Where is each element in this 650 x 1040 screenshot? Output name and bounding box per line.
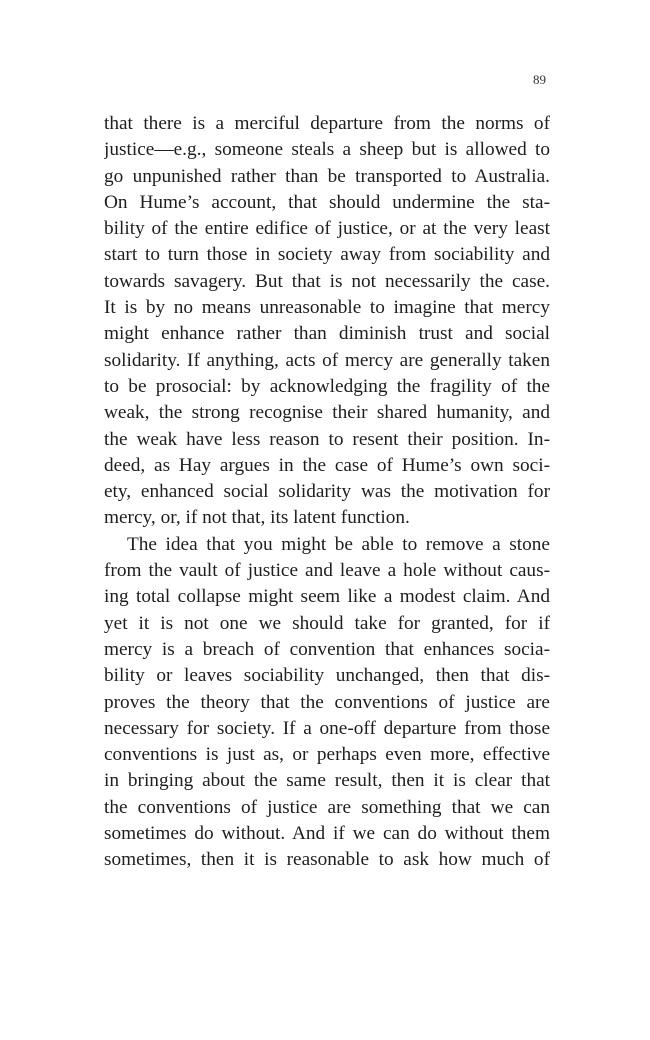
text-line: bility of the entire edifice of justice, or at the very least — [104, 218, 550, 240]
text-line: On Hume’s account, that should undermine the sta- — [104, 191, 550, 213]
text-line: deed, as Hay argues in the case of Hume’s own soci- — [104, 454, 550, 476]
text-line: proves the theory that the conventions of justice are — [104, 691, 550, 713]
body-text — [104, 111, 550, 874]
text-line: necessary for society. If a one-off departure from those — [104, 717, 550, 739]
text-line: weak, the strong recognise their shared humanity, and — [104, 402, 550, 424]
paragraph-start-line: The idea that you might be able to remove a stone — [127, 533, 550, 555]
text-line: might enhance rather than diminish trust and social — [104, 323, 550, 345]
text-line: start to turn those in society away from sociability and — [104, 244, 550, 266]
page-number: 89 — [533, 72, 546, 87]
text-line: ety, enhanced social solidarity was the motivation for — [104, 481, 550, 503]
text-line: the weak have less reason to resent their position. In- — [104, 428, 550, 450]
text-line: ing total collapse might seem like a modest claim. And — [104, 586, 550, 608]
text-line: the conventions of justice are something that we can — [104, 796, 550, 818]
text-line: from the vault of justice and leave a hole without caus- — [104, 560, 550, 582]
text-line: bility or leaves sociability unchanged, then that dis- — [104, 665, 550, 687]
text-line: to be prosocial: by acknowledging the fragility of the — [104, 375, 550, 397]
paragraph-end-line: mercy, or, if not that, its latent function. — [104, 507, 410, 529]
text-line: It is by no means unreasonable to imagine that mercy — [104, 297, 550, 319]
text-line: go unpunished rather than be transported to Australia. — [104, 165, 550, 187]
text-line: conventions is just as, or perhaps even more, effective — [104, 744, 550, 766]
text-line: towards savagery. But that is not necessarily the case. — [104, 270, 550, 292]
text-line: in bringing about the same result, then it is clear that — [104, 770, 550, 792]
text-line: yet it is not one we should take for granted, for if — [104, 612, 550, 634]
text-line: justice—e.g., someone steals a sheep but is allowed to — [104, 139, 550, 161]
text-line: sometimes, then it is reasonable to ask how much of — [104, 849, 550, 871]
text-line: sometimes do without. And if we can do without them — [104, 823, 550, 845]
text-line: that there is a merciful departure from the norms of — [104, 113, 550, 134]
text-line: solidarity. If anything, acts of mercy are generally taken — [104, 349, 550, 371]
text-line: mercy is a breach of convention that enhances socia- — [104, 638, 550, 660]
